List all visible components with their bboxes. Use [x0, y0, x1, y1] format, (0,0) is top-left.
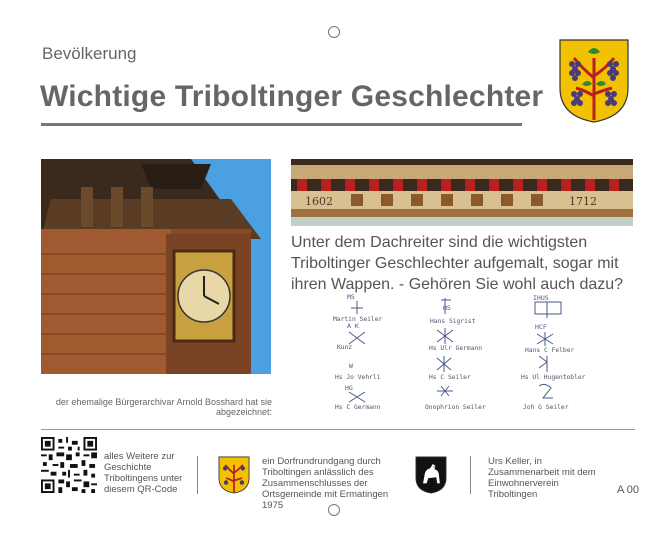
section-label: Bevölkerung	[42, 44, 137, 63]
page-code: A 00	[617, 484, 640, 496]
mark-top-3: A K	[347, 322, 359, 330]
footer-divider	[41, 429, 635, 430]
mounting-hole-top	[328, 26, 340, 38]
page-title: Wichtige Triboltinger Geschlechter	[40, 80, 544, 113]
mark-label-10: Onophrion Seiler	[425, 404, 486, 411]
year-left: 1602	[305, 195, 333, 208]
main-text: Unter dem Dachreiter sind die wichtigsten Triboltinger Geschlechter aufgemalt, sogar mit ihren Wappen. - Gehören Sie wohl auch dazu?	[291, 234, 624, 293]
mark-top-0: MS	[347, 293, 355, 301]
mark-label-7: Hs C Seiler	[429, 374, 471, 381]
mark-label-3: Kunz	[337, 344, 353, 351]
mark-top-1: HS	[443, 304, 451, 312]
credit-text: Urs Keller, in Zusammenarbeit mit dem Einwohnerverein Triboltingen	[488, 456, 596, 500]
tour-description: ein Dorfrundrundgang durch Triboltingen anlässlich des Zusammenschlusses der Ortsgemeinde mit Ermatingen 1975	[262, 456, 389, 511]
mark-label-4: Hs Ulr Germann	[429, 345, 483, 352]
mark-label-9: Hs C Germann	[335, 404, 381, 411]
title-underline	[41, 123, 522, 126]
ermatingen-crest-icon	[415, 456, 447, 494]
mark-label-8: Hs Ul Hugentobler	[521, 374, 586, 381]
footer-separator-1	[197, 456, 198, 494]
qr-description: alles Weitere zur Geschichte Triboltingens unter diesem QR-Code	[104, 451, 183, 495]
mark-top-6: W	[349, 362, 353, 370]
mark-label-6: Hs Jo Vehrli	[335, 374, 381, 381]
mark-top-9: HG	[345, 384, 353, 392]
year-right: 1712	[569, 195, 597, 208]
painted-beam-photo	[291, 159, 633, 226]
mark-top-2: IHUS	[533, 294, 549, 302]
house-marks-drawing	[325, 292, 610, 414]
mark-label-5: Hans C Felber	[525, 347, 575, 354]
mark-label-0: Martin Seiler	[333, 316, 383, 323]
triboltingen-crest-small-icon	[218, 456, 250, 494]
mark-label-1: Hans Sigrist	[430, 318, 476, 325]
mark-label-11: Joh G Seiler	[523, 404, 569, 411]
triboltingen-crest-icon	[558, 38, 630, 124]
qr-code-icon[interactable]	[41, 437, 97, 493]
clock-tower-photo	[41, 159, 271, 374]
footer-separator-2	[470, 456, 471, 494]
photo-caption: der ehemalige Bürgerarchivar Arnold Bosshard hat sie abgezeichnet:	[55, 397, 272, 417]
mark-top-5: HCF	[535, 323, 547, 331]
